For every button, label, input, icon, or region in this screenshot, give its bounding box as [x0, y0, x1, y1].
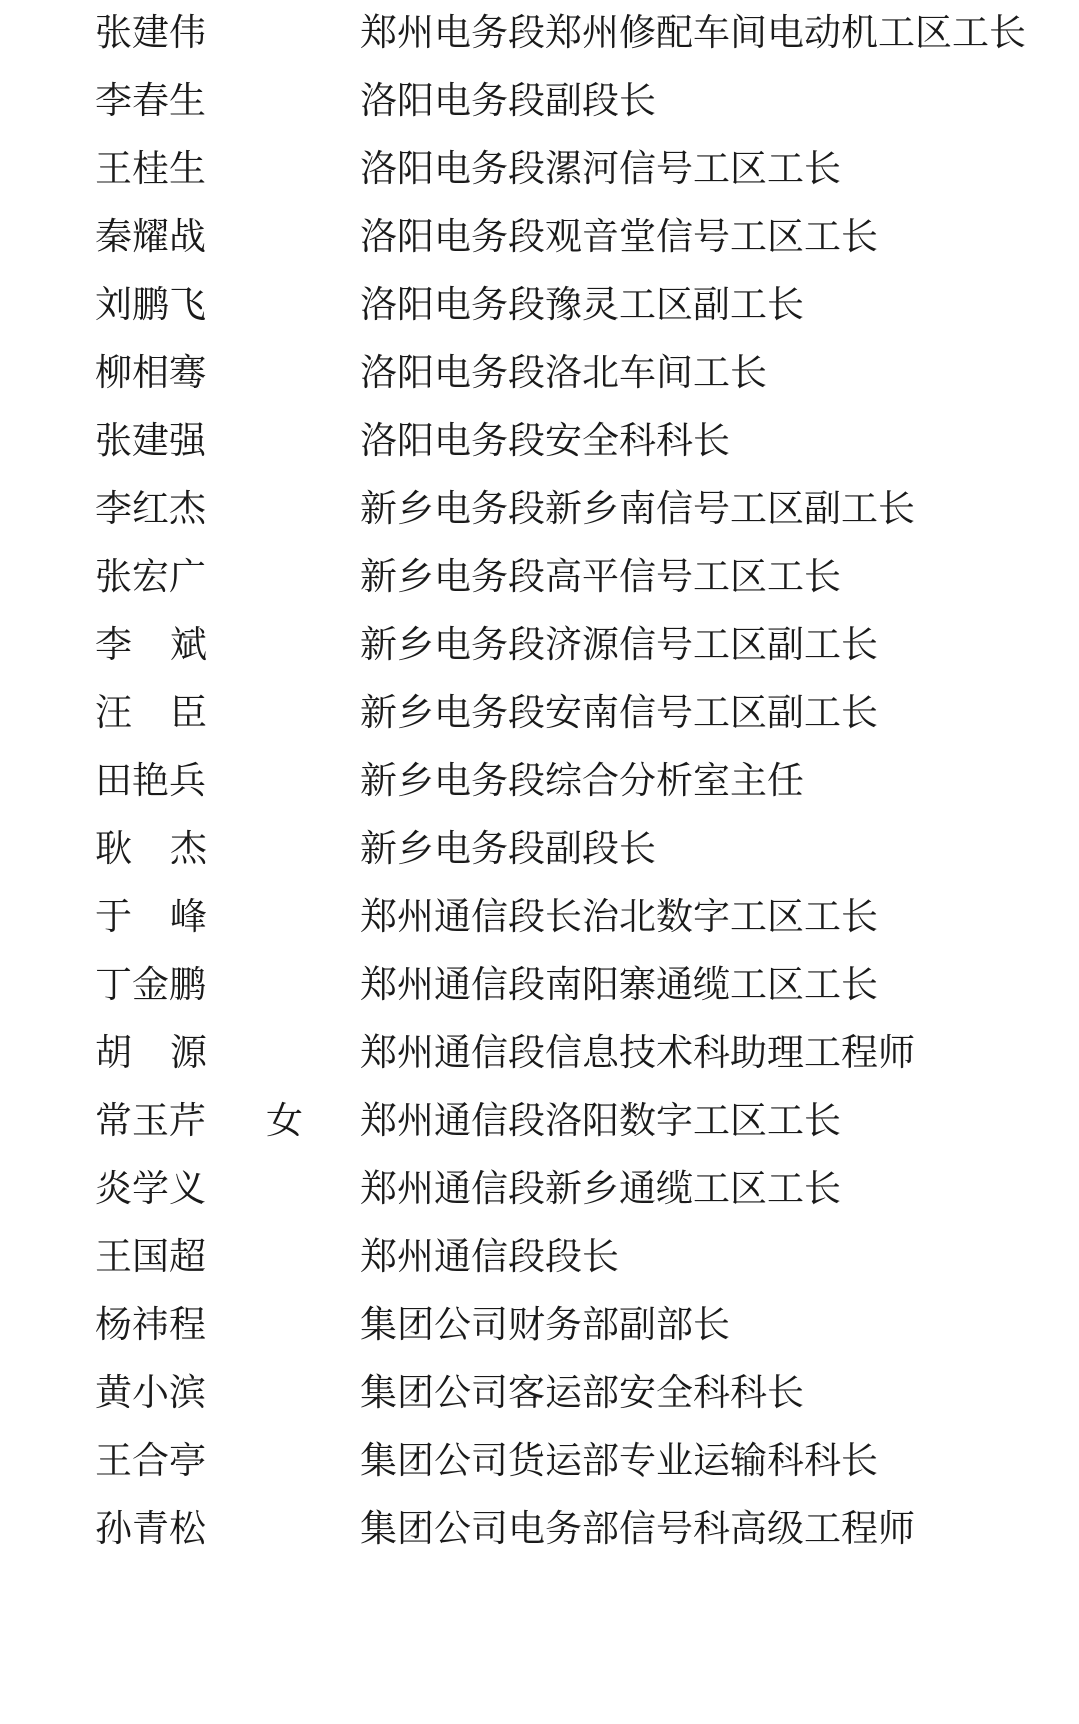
person-name: 秦耀战: [95, 215, 206, 258]
person-title: 新乡电务段安南信号工区副工长: [360, 691, 878, 734]
person-title: 集团公司客运部安全科科长: [360, 1371, 804, 1414]
person-name: 常玉芹: [95, 1099, 206, 1142]
roster-row: [0, 615, 1079, 675]
roster-row: [0, 411, 1079, 471]
person-name: 丁金鹏: [95, 963, 206, 1006]
person-title: 新乡电务段综合分析室主任: [360, 759, 804, 802]
person-name: 李春生: [95, 79, 206, 122]
person-name: 柳相骞: [95, 351, 206, 394]
roster-row: [0, 547, 1079, 607]
roster-row: [0, 683, 1079, 743]
person-name: 杨祎程: [95, 1303, 206, 1346]
roster-row: [0, 3, 1079, 63]
person-name: 耿 杰: [95, 827, 207, 870]
roster-row: [0, 1227, 1079, 1287]
roster-row: [0, 1023, 1079, 1083]
person-title: 洛阳电务段漯河信号工区工长: [360, 147, 841, 190]
roster-row: [0, 139, 1079, 199]
roster-row: [0, 1159, 1079, 1219]
person-name: 炎学义: [95, 1167, 206, 1210]
person-title: 洛阳电务段副段长: [360, 79, 656, 122]
person-title: 新乡电务段高平信号工区工长: [360, 555, 841, 598]
person-title: 洛阳电务段安全科科长: [360, 419, 730, 462]
person-name: 田艳兵: [95, 759, 206, 802]
person-title: 洛阳电务段豫灵工区副工长: [360, 283, 804, 326]
roster-row: [0, 343, 1079, 403]
roster-row: [0, 1295, 1079, 1355]
roster-row: [0, 1431, 1079, 1491]
person-title: 郑州通信段新乡通缆工区工长: [360, 1167, 841, 1210]
person-title: 郑州通信段段长: [360, 1235, 619, 1278]
person-title: 郑州通信段长治北数字工区工长: [360, 895, 878, 938]
person-title: 新乡电务段副段长: [360, 827, 656, 870]
person-name: 王国超: [95, 1235, 206, 1278]
person-name: 孙青松: [95, 1507, 206, 1550]
person-name: 张建强: [95, 419, 206, 462]
roster-row: [0, 479, 1079, 539]
person-name: 于 峰: [95, 895, 207, 938]
person-title: 郑州电务段郑州修配车间电动机工区工长: [360, 11, 1026, 54]
person-gender: 女: [266, 1099, 303, 1142]
person-title: 集团公司货运部专业运输科科长: [360, 1439, 878, 1482]
person-title: 新乡电务段济源信号工区副工长: [360, 623, 878, 666]
roster-row: [0, 751, 1079, 811]
person-title: 集团公司电务部信号科高级工程师: [360, 1507, 915, 1550]
person-title: 洛阳电务段洛北车间工长: [360, 351, 767, 394]
person-title: 洛阳电务段观音堂信号工区工长: [360, 215, 878, 258]
person-name: 李红杰: [95, 487, 206, 530]
person-name: 王桂生: [95, 147, 206, 190]
roster-row: [0, 71, 1079, 131]
person-title: 郑州通信段洛阳数字工区工长: [360, 1099, 841, 1142]
person-name: 张宏广: [95, 555, 206, 598]
person-name: 刘鹏飞: [95, 283, 206, 326]
roster-row: [0, 275, 1079, 335]
person-title: 郑州通信段南阳寨通缆工区工长: [360, 963, 878, 1006]
roster-row: [0, 819, 1079, 879]
person-name: 胡 源: [95, 1031, 207, 1074]
person-title: 集团公司财务部副部长: [360, 1303, 730, 1346]
roster-row: [0, 1499, 1079, 1559]
roster-row: [0, 887, 1079, 947]
person-name: 黄小滨: [95, 1371, 206, 1414]
roster-row: [0, 207, 1079, 267]
roster-row: [0, 955, 1079, 1015]
person-title: 郑州通信段信息技术科助理工程师: [360, 1031, 915, 1074]
person-name: 李 斌: [95, 623, 207, 666]
person-name: 汪 臣: [95, 691, 207, 734]
roster-row: [0, 1363, 1079, 1423]
person-name: 王合亭: [95, 1439, 206, 1482]
person-title: 新乡电务段新乡南信号工区副工长: [360, 487, 915, 530]
roster-row: [0, 1091, 1079, 1151]
person-name: 张建伟: [95, 11, 206, 54]
